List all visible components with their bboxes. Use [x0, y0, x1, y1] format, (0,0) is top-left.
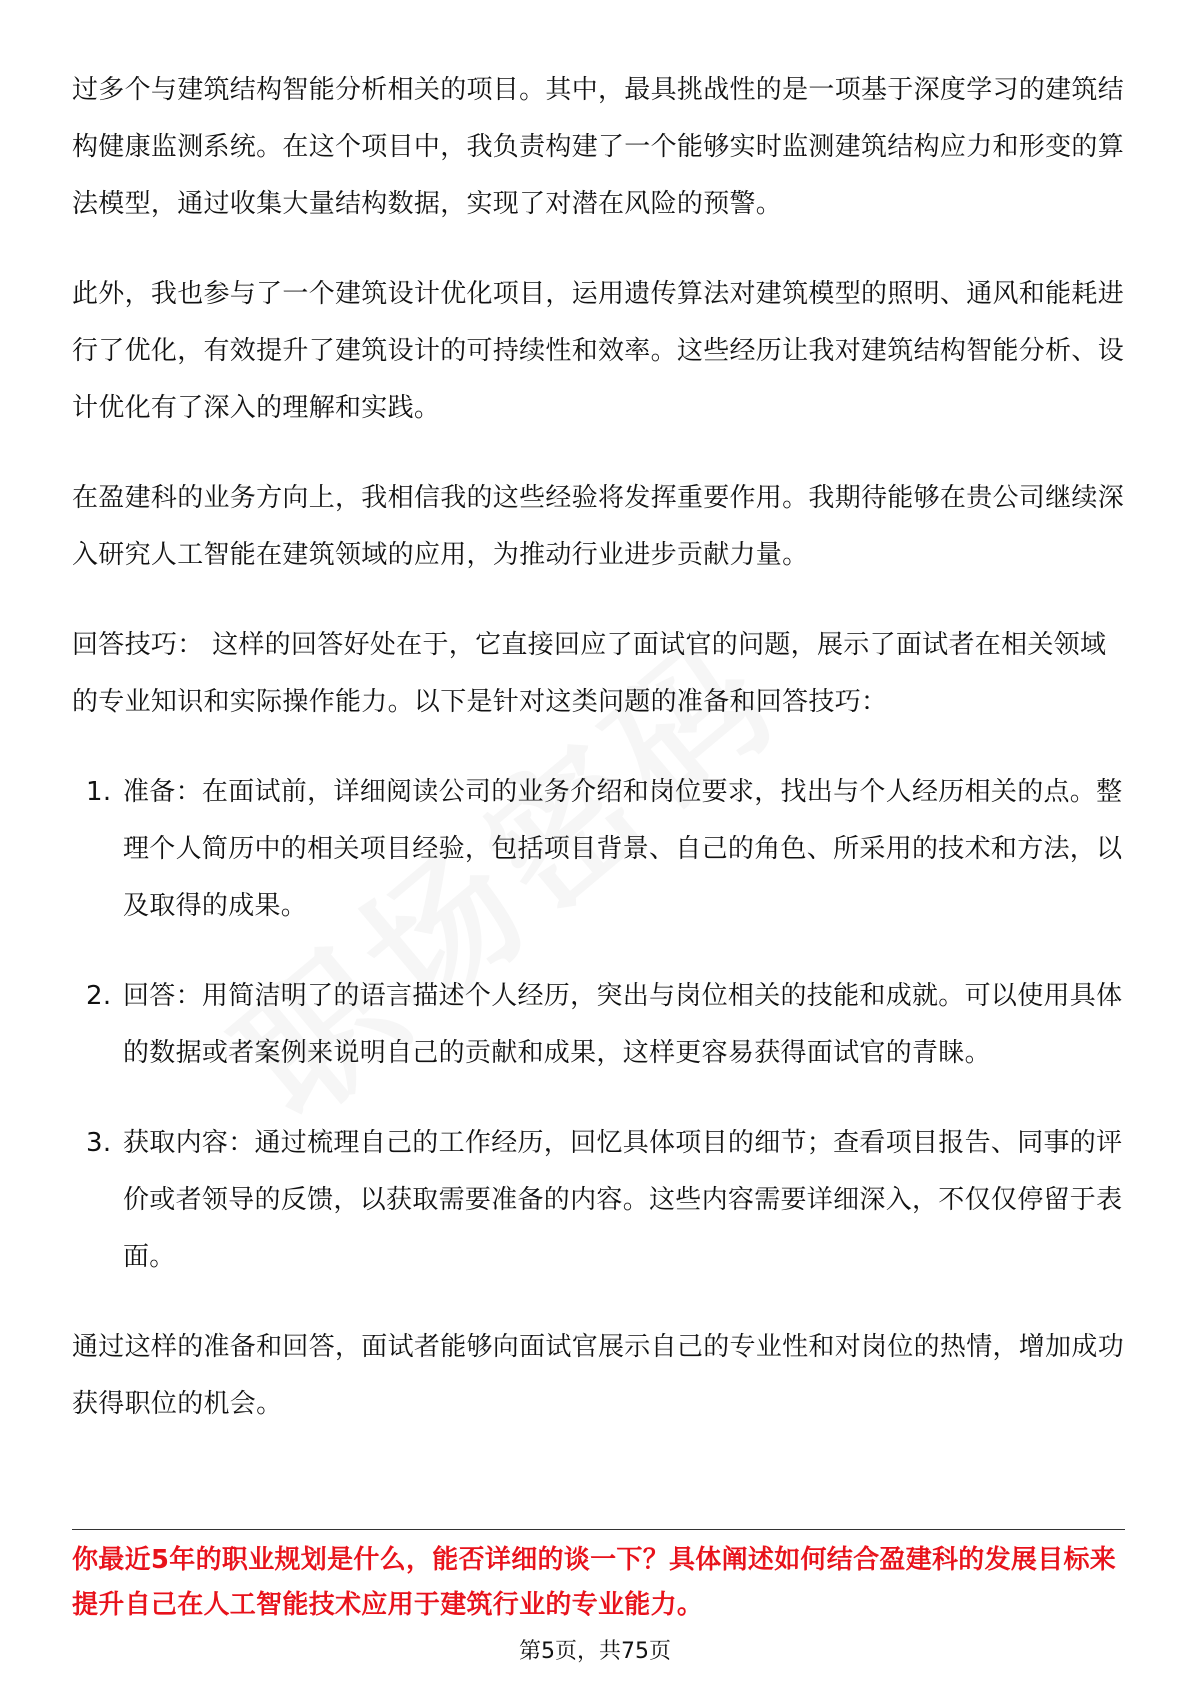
section-divider — [72, 1529, 1125, 1530]
next-question-heading: 你最近5年的职业规划是什么，能否详细的谈一下？具体阐述如何结合盈建科的发展目标来提升自己在人工智能技术应用于建筑行业的专业能力。 — [72, 1545, 1117, 1620]
list-item-number: 1. — [86, 777, 112, 807]
tips-list — [72, 764, 1132, 1286]
list-item-text: 获取内容：通过梳理自己的工作经历，回忆具体项目的细节；查看项目报告、同事的评价或者领导的反馈，以获取需要准备的内容。这些内容需要详细深入，不仅仅停留于表面。 — [123, 1128, 1123, 1272]
list-item — [72, 764, 1132, 935]
paragraph-answer-tips: 回答技巧： 这样的回答好处在于，它直接回应了面试官的问题，展示了面试者在相关领域的专业知识和实际操作能力。以下是针对这类问题的准备和回答技巧： — [72, 630, 1107, 717]
list-item-text: 准备：在面试前，详细阅读公司的业务介绍和岗位要求，找出与个人经历相关的点。整理个人简历中的相关项目经验，包括项目背景、自己的角色、所采用的技术和方法，以及取得的成果。 — [123, 777, 1123, 921]
list-item-number: 3. — [86, 1128, 112, 1158]
list-item — [72, 1115, 1132, 1286]
list-item-number: 2. — [86, 981, 112, 1011]
paragraph-project-experience: 过多个与建筑结构智能分析相关的项目。其中，最具挑战性的是一项基于深度学习的建筑结构健康监测系统。在这个项目中，我负责构建了一个能够实时监测建筑结构应力和形变的算法模型，通过收集大量结构数据，实现了对潜在风险的预警。 — [72, 75, 1125, 219]
paragraph-closing: 通过这样的准备和回答，面试者能够向面试官展示自己的专业性和对岗位的热情，增加成功获得职位的机会。 — [72, 1332, 1125, 1419]
main-content — [72, 62, 1132, 1466]
paragraph-company-direction: 在盈建科的业务方向上，我相信我的这些经验将发挥重要作用。我期待能够在贵公司继续深入研究人工智能在建筑领域的应用，为推动行业进步贡献力量。 — [72, 483, 1125, 570]
paragraph-design-optimization: 此外，我也参与了一个建筑设计优化项目，运用遗传算法对建筑模型的照明、通风和能耗进行了优化，有效提升了建筑设计的可持续性和效率。这些经历让我对建筑结构智能分析、设计优化有了深入的理解和实践。 — [72, 279, 1125, 423]
list-item — [72, 968, 1132, 1082]
list-item-text: 回答：用简洁明了的语言描述个人经历，突出与岗位相关的技能和成就。可以使用具体的数据或者案例来说明自己的贡献和成果，这样更容易获得面试官的青睐。 — [123, 981, 1123, 1068]
page-footer: 第5页，共75页 — [519, 1639, 671, 1664]
